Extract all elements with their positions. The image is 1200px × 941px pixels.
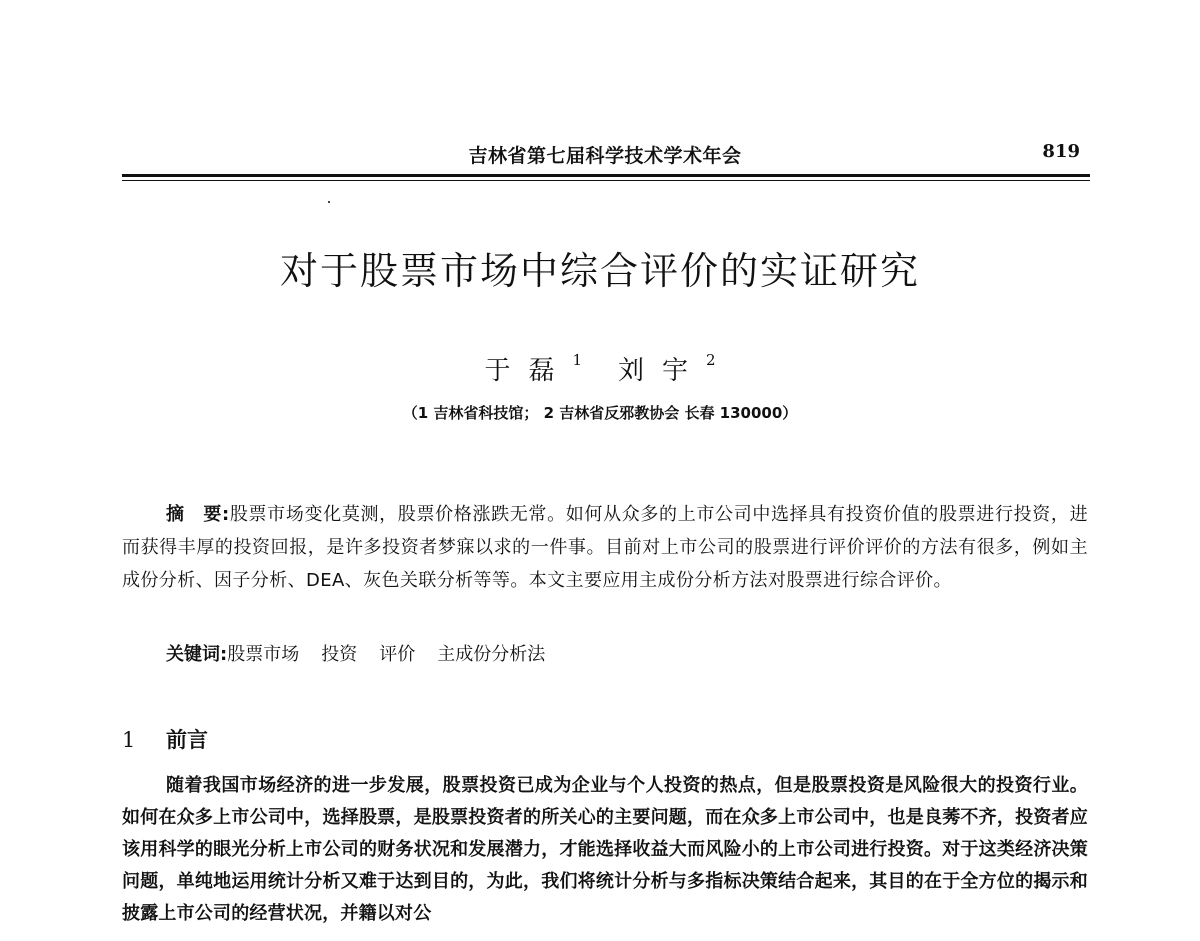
- author-1: [484, 350, 582, 387]
- keyword: 主成份分析法: [437, 644, 546, 665]
- keyword: 投资: [321, 644, 358, 665]
- author-2-name: 刘宇: [618, 356, 707, 386]
- abstract-label: 摘 要:: [166, 504, 230, 525]
- running-header: [122, 141, 1088, 173]
- author-2: [618, 350, 716, 387]
- scan-speck: [328, 201, 330, 203]
- author-2-affil-mark: 2: [706, 351, 716, 370]
- page-number: 819: [1042, 141, 1080, 162]
- section-title: 前言: [166, 728, 208, 752]
- keywords-line: [166, 640, 1088, 670]
- affiliation-line: （1 吉林省科技馆； 2 吉林省反邪教协会 长春 130000）: [402, 404, 798, 422]
- section-number: 1: [122, 728, 136, 752]
- keyword: 股票市场: [227, 644, 300, 665]
- paper-title: 对于股票市场中综合评价的实证研究: [279, 249, 920, 293]
- abstract-paragraph: [122, 498, 1088, 597]
- running-title: 吉林省第七届科学技术学术年会: [468, 145, 742, 167]
- header-rule-thin: [122, 180, 1090, 181]
- body-paragraph: 随着我国市场经济的进一步发展，股票投资已成为企业与个人投资的热点，但是股票投资是风险很大的投资行业。如何在众多上市公司中，选择股票，是股票投资者的所关心的主要问题，而在众多上市公司中，也是良莠不齐，投资者应该用科学的眼光分析上市公司的财务状况和发展潜力，才能选择收益大而风险小的上市公司进行投资。对于这类经济决策问题，单纯地运用统计分析又难于达到目的，为此，我们将统计分析与多指标决策结合起来，其目的在于全方位的揭示和披露上市公司的经营状况，并籍以对公: [122, 775, 1088, 924]
- section-heading: [122, 724, 208, 754]
- author-list: [0, 350, 1200, 387]
- header-rule-thick: [122, 174, 1090, 177]
- abstract-text: 股票市场变化莫测，股票价格涨跌无常。如何从众多的上市公司中选择具有投资价值的股票进行投资，进而获得丰厚的投资回报，是许多投资者梦寐以求的一件事。目前对上市公司的股票进行评价评价的方法有很多，例如主成份分析、因子分析、DEA、灰色关联分析等等。本文主要应用主成份分析方法对股票进行综合评价。: [122, 504, 1088, 591]
- author-1-name: 于磊: [484, 356, 573, 386]
- keywords-label: 关键词:: [166, 644, 228, 665]
- author-1-affil-mark: 1: [572, 351, 582, 370]
- keyword: 评价: [379, 644, 416, 665]
